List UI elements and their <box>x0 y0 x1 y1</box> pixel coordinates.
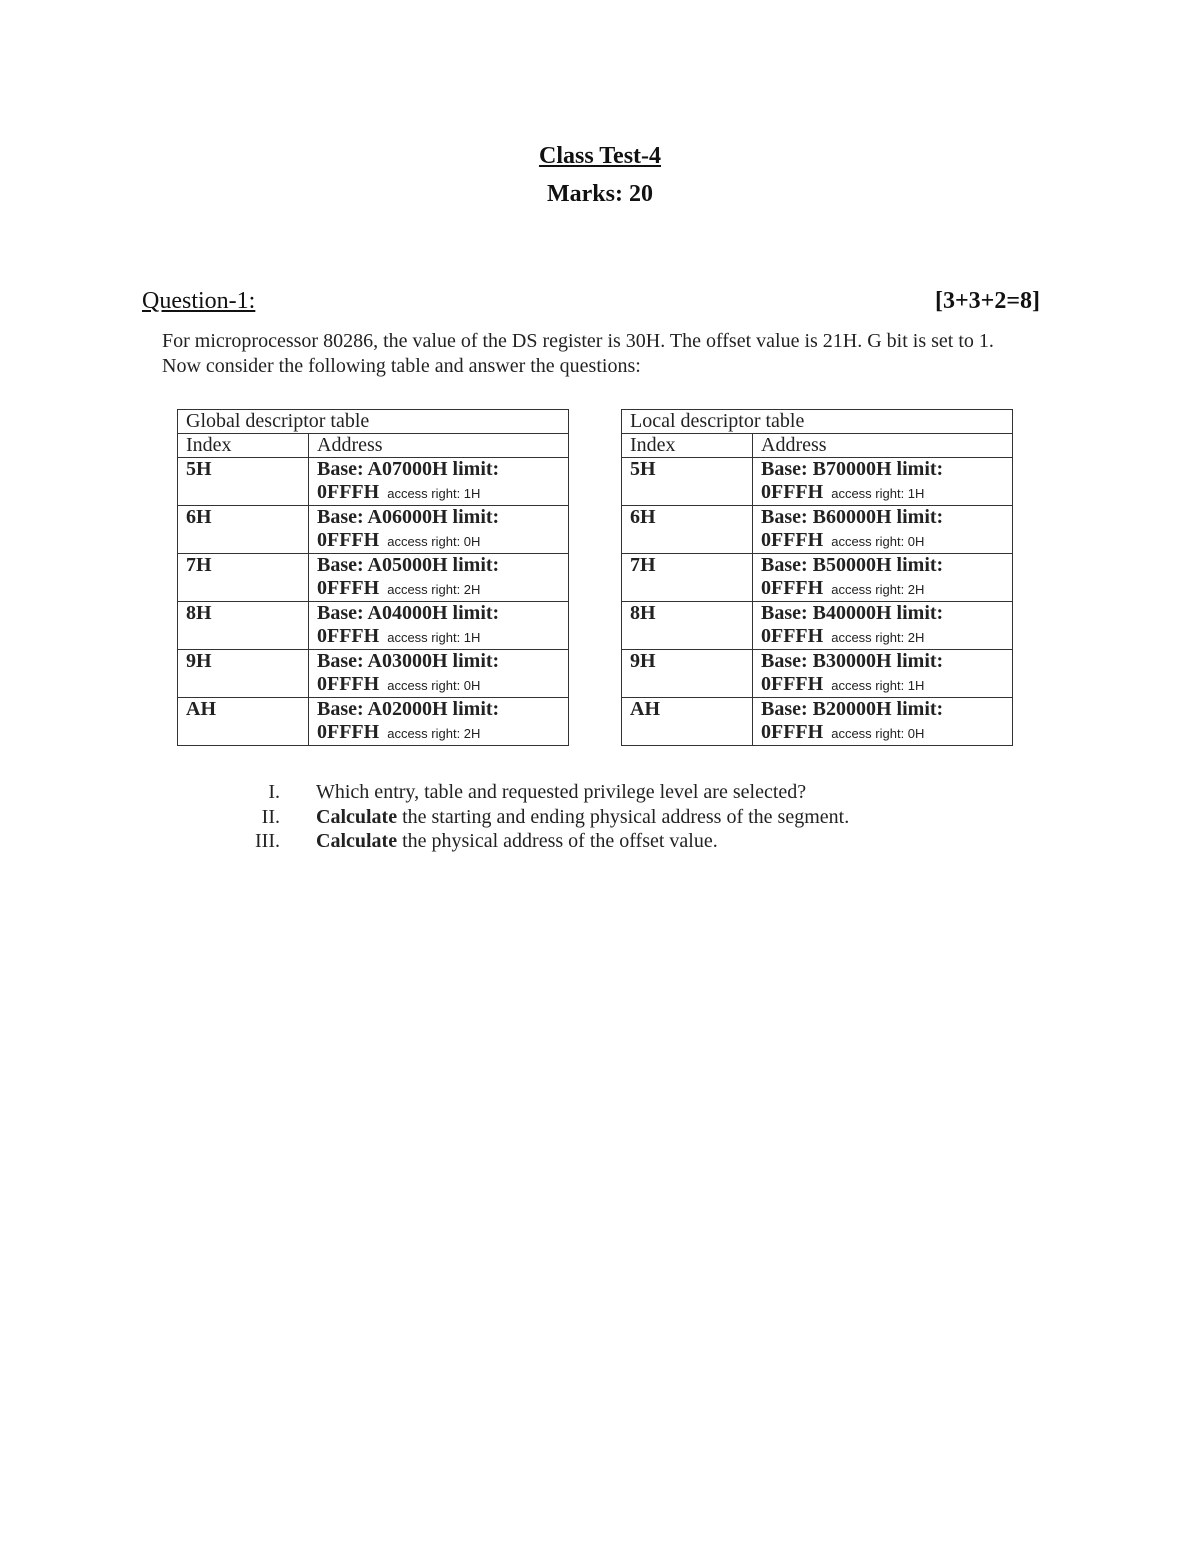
limit-value: 0FFFH <box>761 529 824 551</box>
access-right: access right: 1H <box>387 630 481 645</box>
base-limit-label: Base: B30000H limit: <box>761 650 944 672</box>
limit-access-line <box>317 673 560 697</box>
subquestion-number: I. <box>268 781 280 803</box>
subquestion-verb: Calculate <box>316 830 398 852</box>
row-address <box>753 554 1013 602</box>
row-address <box>309 698 569 746</box>
access-right: access right: 1H <box>831 486 925 501</box>
base-limit-label: Base: B20000H limit: <box>761 698 944 720</box>
row-index: 6H <box>622 506 753 554</box>
base-limit-label: Base: A04000H limit: <box>317 602 500 624</box>
table-row <box>178 602 569 650</box>
limit-access-line <box>761 529 1004 553</box>
row-index: 8H <box>622 602 753 650</box>
column-header-address: Address <box>309 434 569 458</box>
access-right: access right: 0H <box>387 678 481 693</box>
question-stem-line-2: Now consider the following table and answer the questions: <box>162 355 641 377</box>
base-limit-label: Base: A02000H limit: <box>317 698 500 720</box>
question-marks: [3+3+2=8] <box>934 288 1040 314</box>
subquestion-body: the starting and ending physical address of the segment. <box>397 805 850 828</box>
subquestion-text <box>316 829 718 854</box>
limit-access-line <box>317 577 560 601</box>
table-row <box>178 458 569 506</box>
limit-access-line <box>317 721 560 745</box>
table-row <box>622 458 1013 506</box>
subquestion-verb: Calculate <box>316 805 398 828</box>
row-index: AH <box>622 698 753 746</box>
row-address <box>309 650 569 698</box>
global-descriptor-table <box>177 409 569 746</box>
table-row <box>622 554 1013 602</box>
limit-access-line <box>761 721 1004 745</box>
subquestion-text <box>316 780 806 805</box>
column-header-address: Address <box>753 434 1013 458</box>
total-marks: Marks: 20 <box>547 181 653 207</box>
subquestion-number: III. <box>255 830 280 852</box>
access-right: access right: 2H <box>831 630 925 645</box>
limit-access-line <box>761 673 1004 697</box>
table-row <box>622 506 1013 554</box>
table-row <box>622 698 1013 746</box>
limit-access-line <box>761 625 1004 649</box>
limit-value: 0FFFH <box>317 721 380 743</box>
base-limit-label: Base: B70000H limit: <box>761 458 944 480</box>
access-right: access right: 0H <box>831 534 925 549</box>
column-header-index: Index <box>622 434 753 458</box>
row-index: 5H <box>622 458 753 506</box>
row-address <box>753 650 1013 698</box>
row-address <box>753 602 1013 650</box>
row-index: 7H <box>622 554 753 602</box>
base-limit-label: Base: B40000H limit: <box>761 602 944 624</box>
base-limit-label: Base: B60000H limit: <box>761 506 944 528</box>
page-title: Class Test-4 <box>538 143 662 169</box>
table-title: Global descriptor table <box>178 410 569 434</box>
question-stem-line-1: For microprocessor 80286, the value of the DS register is 30H. The offset value is 21H. G bit is set to 1. <box>162 330 994 352</box>
row-index: AH <box>178 698 309 746</box>
limit-value: 0FFFH <box>317 529 380 551</box>
subquestion-body: Which entry, table and requested privilege level are selected? <box>316 781 807 803</box>
table-row <box>178 506 569 554</box>
row-index: 9H <box>622 650 753 698</box>
table-row <box>178 698 569 746</box>
base-limit-label: Base: A07000H limit: <box>317 458 500 480</box>
limit-value: 0FFFH <box>761 481 824 503</box>
limit-value: 0FFFH <box>317 625 380 647</box>
table-row <box>622 602 1013 650</box>
row-address <box>753 698 1013 746</box>
limit-value: 0FFFH <box>761 625 824 647</box>
base-limit-label: Base: B50000H limit: <box>761 554 944 576</box>
limit-access-line <box>761 481 1004 505</box>
access-right: access right: 2H <box>387 726 481 741</box>
access-right: access right: 2H <box>387 582 481 597</box>
limit-access-line <box>317 529 560 553</box>
base-limit-label: Base: A05000H limit: <box>317 554 500 576</box>
limit-value: 0FFFH <box>761 673 824 695</box>
table-row <box>622 650 1013 698</box>
base-limit-label: Base: A06000H limit: <box>317 506 500 528</box>
row-address <box>753 506 1013 554</box>
row-address <box>309 506 569 554</box>
row-address <box>753 458 1013 506</box>
access-right: access right: 0H <box>387 534 481 549</box>
subquestion-number: II. <box>261 805 280 828</box>
row-address <box>309 458 569 506</box>
table-row <box>178 650 569 698</box>
row-index: 5H <box>178 458 309 506</box>
row-address <box>309 602 569 650</box>
column-header-index: Index <box>178 434 309 458</box>
question-name: Question-1: <box>142 288 256 314</box>
subquestion-body: the physical address of the offset value. <box>397 830 718 852</box>
limit-access-line <box>317 625 560 649</box>
question-header <box>142 288 1040 315</box>
base-limit-label: Base: A03000H limit: <box>317 650 500 672</box>
row-index: 8H <box>178 602 309 650</box>
access-right: access right: 2H <box>831 582 925 597</box>
access-right: access right: 1H <box>387 486 481 501</box>
limit-value: 0FFFH <box>317 481 380 503</box>
access-right: access right: 0H <box>831 726 925 741</box>
row-address <box>309 554 569 602</box>
table-title: Local descriptor table <box>622 410 1013 434</box>
limit-value: 0FFFH <box>761 721 824 743</box>
limit-value: 0FFFH <box>317 577 380 599</box>
table-row <box>178 554 569 602</box>
local-descriptor-table <box>621 409 1013 746</box>
subquestion-text <box>316 805 849 830</box>
limit-value: 0FFFH <box>317 673 380 695</box>
limit-access-line <box>317 481 560 505</box>
row-index: 9H <box>178 650 309 698</box>
limit-access-line <box>761 577 1004 601</box>
limit-value: 0FFFH <box>761 577 824 599</box>
row-index: 6H <box>178 506 309 554</box>
access-right: access right: 1H <box>831 678 925 693</box>
row-index: 7H <box>178 554 309 602</box>
